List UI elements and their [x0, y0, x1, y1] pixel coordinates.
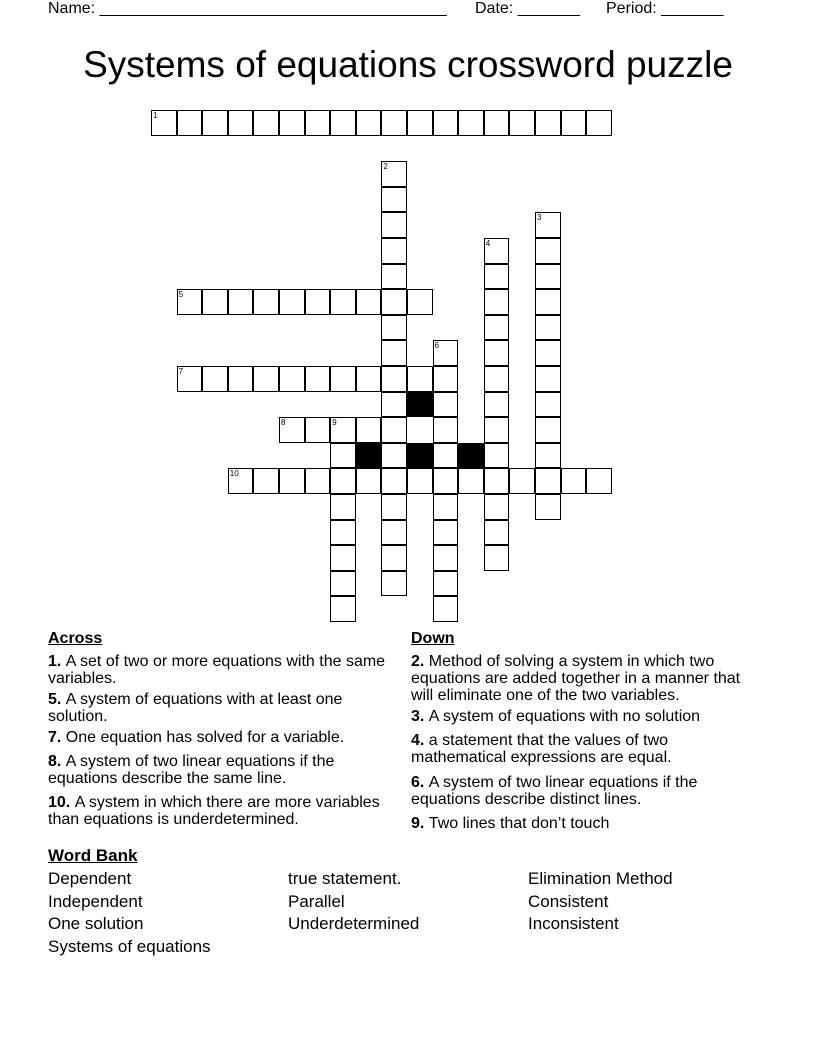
- clue-number-label: 9.: [411, 815, 429, 832]
- crossword-cell[interactable]: [177, 366, 203, 392]
- crossword-cell[interactable]: [356, 110, 382, 136]
- crossword-cell[interactable]: [228, 110, 254, 136]
- crossword-cell[interactable]: [535, 366, 561, 392]
- crossword-cell[interactable]: [202, 289, 228, 315]
- crossword-block: [356, 443, 382, 469]
- crossword-cell[interactable]: [330, 468, 356, 494]
- period-field-label: Period: _______: [606, 0, 724, 17]
- crossword-cell[interactable]: [330, 110, 356, 136]
- crossword-cell[interactable]: [433, 494, 459, 520]
- crossword-cell[interactable]: [253, 289, 279, 315]
- down-heading: Down: [411, 630, 455, 647]
- crossword-cell[interactable]: [253, 468, 279, 494]
- across-clue: [48, 753, 404, 787]
- crossword-block: [407, 392, 433, 418]
- word-bank-item: Independent: [48, 891, 143, 911]
- clue-text: A system of two linear equations if the equations describe distinct lines.: [411, 774, 698, 808]
- clue-number-label: 6.: [411, 774, 429, 791]
- crossword-cell[interactable]: [433, 340, 459, 366]
- clue-text: A set of two or more equations with the same variables.: [48, 653, 386, 687]
- crossword-block: [458, 443, 484, 469]
- clue-number-label: 4.: [411, 732, 429, 749]
- crossword-cell[interactable]: [381, 443, 407, 469]
- clue-number: 4: [485, 239, 491, 248]
- crossword-cell[interactable]: [433, 596, 459, 622]
- crossword-cell[interactable]: [535, 443, 561, 469]
- word-bank-item: Systems of equations: [48, 936, 211, 956]
- word-bank-item: Dependent: [48, 869, 132, 888]
- crossword-cell[interactable]: [381, 571, 407, 597]
- clue-text: One equation has solved for a variable.: [65, 729, 345, 746]
- crossword-cell[interactable]: [484, 110, 510, 136]
- crossword-cell[interactable]: [484, 545, 510, 571]
- clue-number-label: 8.: [48, 753, 66, 770]
- down-clue: [411, 732, 759, 766]
- crossword-cell[interactable]: [484, 392, 510, 418]
- crossword-cell[interactable]: [330, 443, 356, 469]
- crossword-cell[interactable]: [381, 110, 407, 136]
- crossword-cell[interactable]: [484, 264, 510, 290]
- crossword-cell[interactable]: [330, 289, 356, 315]
- clue-number: 10: [229, 469, 239, 479]
- date-field-label: Date: _______: [475, 0, 580, 17]
- crossword-cell[interactable]: [356, 289, 382, 315]
- crossword-cell[interactable]: [228, 366, 254, 392]
- crossword-block: [407, 443, 433, 469]
- crossword-cell[interactable]: [330, 520, 356, 546]
- word-bank-item: Underdetermined: [288, 914, 420, 933]
- crossword-cell[interactable]: [586, 110, 612, 136]
- crossword-cell[interactable]: [279, 366, 305, 392]
- crossword-cell[interactable]: [202, 110, 228, 136]
- clue-number: 8: [281, 418, 286, 428]
- clue-text: Two lines that don’t touch: [428, 815, 610, 832]
- crossword-cell[interactable]: [535, 264, 561, 290]
- crossword-cell[interactable]: [535, 494, 561, 520]
- crossword-cell[interactable]: [407, 110, 433, 136]
- word-bank-item: Consistent: [528, 891, 609, 911]
- name-field-label: Name: _______________________________________: [48, 0, 447, 17]
- down-clue: [411, 653, 759, 704]
- crossword-cell[interactable]: [509, 468, 535, 494]
- across-clue: [48, 691, 404, 725]
- word-bank-item: true statement.: [288, 869, 402, 888]
- crossword-cell[interactable]: [484, 417, 510, 443]
- down-clue: [411, 708, 759, 725]
- crossword-cell[interactable]: [381, 161, 407, 187]
- crossword-cell[interactable]: [458, 468, 484, 494]
- clue-number-label: 10.: [48, 794, 75, 811]
- clue-number: 9: [332, 418, 337, 428]
- word-bank-item: Parallel: [288, 891, 345, 911]
- crossword-cell[interactable]: [535, 289, 561, 315]
- crossword-cell[interactable]: [484, 443, 510, 469]
- clue-text: A system of two linear equations if the equations describe the same line.: [48, 753, 335, 787]
- crossword-cell[interactable]: [535, 315, 561, 341]
- crossword-cell[interactable]: [279, 468, 305, 494]
- crossword-cell[interactable]: [381, 494, 407, 520]
- word-bank-heading: Word Bank: [48, 846, 138, 865]
- crossword-cell[interactable]: [330, 571, 356, 597]
- crossword-cell[interactable]: [330, 366, 356, 392]
- crossword-cell[interactable]: [433, 417, 459, 443]
- crossword-cell[interactable]: [381, 289, 407, 315]
- crossword-cell[interactable]: [381, 468, 407, 494]
- crossword-cell[interactable]: [381, 340, 407, 366]
- across-clue: [48, 653, 404, 687]
- clue-number: 5: [178, 290, 184, 300]
- clue-number-label: 3.: [411, 708, 429, 725]
- crossword-cell[interactable]: [484, 315, 510, 341]
- clue-number-label: 5.: [48, 691, 66, 708]
- crossword-cell[interactable]: [381, 366, 407, 392]
- crossword-cell[interactable]: [381, 392, 407, 418]
- crossword-cell[interactable]: [535, 212, 561, 238]
- crossword-cell[interactable]: [356, 366, 382, 392]
- clue-number-label: 2.: [411, 653, 429, 670]
- page-title: Systems of equations crossword puzzle: [83, 44, 733, 85]
- crossword-cell[interactable]: [535, 417, 561, 443]
- crossword-cell[interactable]: [330, 545, 356, 571]
- crossword-cell[interactable]: [356, 468, 382, 494]
- crossword-cell[interactable]: [253, 366, 279, 392]
- across-clue: [48, 729, 404, 746]
- word-bank-item: One solution: [48, 914, 144, 933]
- crossword-cell[interactable]: [561, 110, 587, 136]
- crossword-cell[interactable]: [561, 468, 587, 494]
- crossword-cell[interactable]: [330, 596, 356, 622]
- clue-number-label: 7.: [48, 729, 66, 746]
- crossword-cell[interactable]: [279, 417, 305, 443]
- crossword-cell[interactable]: [535, 340, 561, 366]
- crossword-cell[interactable]: [228, 468, 254, 494]
- clue-text: a statement that the values of two mathematical expressions are equal.: [411, 732, 672, 766]
- clue-text: Method of solving a system in which two equations are added together in a manner that will eliminate one of the two variables.: [411, 653, 741, 704]
- crossword-cell[interactable]: [407, 366, 433, 392]
- crossword-cell[interactable]: [305, 417, 331, 443]
- crossword-cell[interactable]: [484, 468, 510, 494]
- crossword-cell[interactable]: [535, 110, 561, 136]
- crossword-cell[interactable]: [535, 468, 561, 494]
- crossword-cell[interactable]: [484, 289, 510, 315]
- across-heading: Across: [48, 630, 103, 647]
- crossword-cell[interactable]: [202, 366, 228, 392]
- crossword-cell[interactable]: [305, 110, 331, 136]
- crossword-cell[interactable]: [253, 110, 279, 136]
- crossword-cell[interactable]: [279, 110, 305, 136]
- crossword-cell[interactable]: [433, 571, 459, 597]
- crossword-cell[interactable]: [330, 494, 356, 520]
- crossword-cell[interactable]: [484, 340, 510, 366]
- crossword-cell[interactable]: [586, 468, 612, 494]
- crossword-cell[interactable]: [177, 110, 203, 136]
- crossword-cell[interactable]: [305, 289, 331, 315]
- crossword-cell[interactable]: [381, 212, 407, 238]
- crossword-cell[interactable]: [330, 417, 356, 443]
- crossword-cell[interactable]: [305, 366, 331, 392]
- crossword-cell[interactable]: [407, 468, 433, 494]
- clue-text: A system in which there are more variables than equations is underdetermined.: [48, 794, 380, 828]
- down-clue: [411, 815, 759, 832]
- crossword-cell[interactable]: [484, 366, 510, 392]
- crossword-cell[interactable]: [381, 238, 407, 264]
- crossword-cell[interactable]: [433, 443, 459, 469]
- clue-number: 2: [383, 162, 388, 172]
- clue-number: 3: [537, 213, 542, 223]
- crossword-cell[interactable]: [433, 545, 459, 571]
- crossword-cell[interactable]: [381, 264, 407, 290]
- word-bank-item: Elimination Method: [528, 869, 673, 888]
- crossword-cell[interactable]: [228, 289, 254, 315]
- crossword-cell[interactable]: [484, 520, 510, 546]
- clue-text: A system of equations with no solution: [428, 708, 701, 725]
- across-clue: [48, 794, 404, 828]
- crossword-cell[interactable]: [407, 289, 433, 315]
- clue-number: 7: [178, 367, 184, 376]
- crossword-cell[interactable]: [458, 110, 484, 136]
- down-clue: [411, 774, 759, 808]
- clue-number: 1: [153, 111, 158, 120]
- crossword-cell[interactable]: [535, 238, 561, 264]
- crossword-cell[interactable]: [433, 366, 459, 392]
- crossword-cell[interactable]: [433, 468, 459, 494]
- crossword-cell[interactable]: [177, 289, 203, 315]
- crossword-cell[interactable]: [484, 238, 510, 264]
- crossword-cell[interactable]: [433, 520, 459, 546]
- crossword-cell[interactable]: [381, 417, 407, 443]
- crossword-cell[interactable]: [535, 392, 561, 418]
- crossword-cell[interactable]: [381, 315, 407, 341]
- crossword-cell[interactable]: [381, 187, 407, 213]
- crossword-cell[interactable]: [151, 110, 177, 136]
- crossword-cell[interactable]: [356, 417, 382, 443]
- crossword-cell[interactable]: [433, 110, 459, 136]
- word-bank-item: Inconsistent: [528, 914, 619, 933]
- crossword-cell[interactable]: [484, 494, 510, 520]
- crossword-cell[interactable]: [509, 110, 535, 136]
- crossword-cell[interactable]: [279, 289, 305, 315]
- clue-number-label: 1.: [48, 653, 66, 670]
- crossword-cell[interactable]: [381, 520, 407, 546]
- crossword-cell[interactable]: [305, 468, 331, 494]
- crossword-cell[interactable]: [433, 392, 459, 418]
- crossword-cell[interactable]: [381, 545, 407, 571]
- clue-number: 6: [434, 341, 440, 351]
- clue-text: A system of equations with at least one solution.: [48, 691, 343, 725]
